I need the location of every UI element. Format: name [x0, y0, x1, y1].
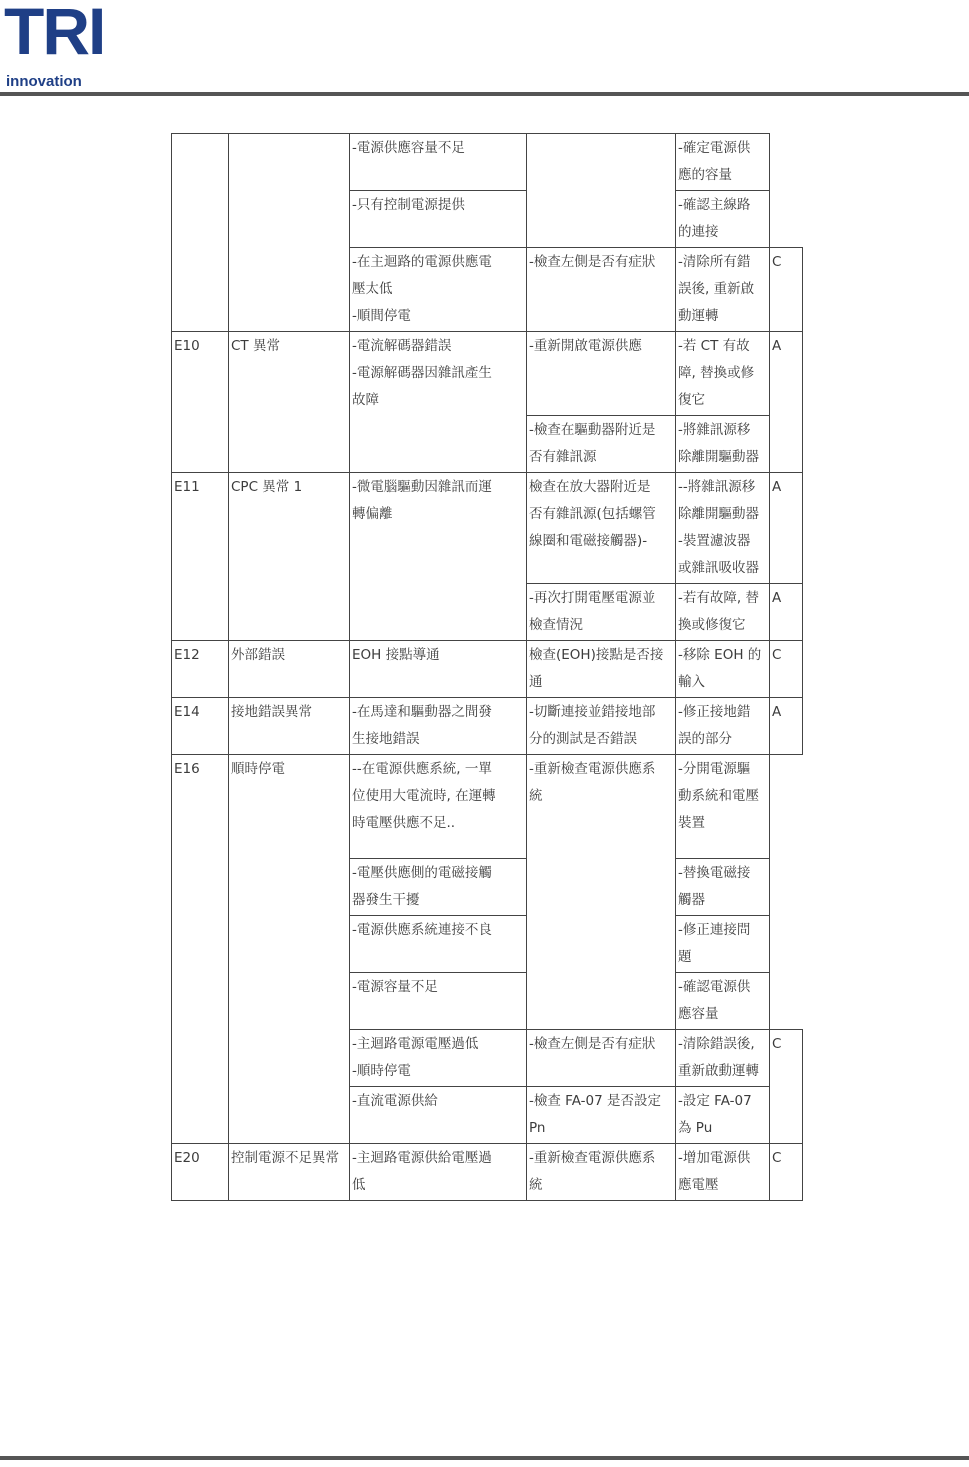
code-cell: E12 [172, 641, 229, 698]
action-cell: -確認主線路 的連接 [676, 191, 770, 248]
level-cell: A [770, 698, 803, 755]
cause-cell: -在馬達和驅動器之間發 生接地錯誤 [350, 698, 527, 755]
header-rule [0, 92, 969, 96]
code-cell: E14 [172, 698, 229, 755]
action-cell: -移除 EOH 的 輸入 [676, 641, 770, 698]
table-row [172, 134, 803, 191]
cause-cell: -主迴路電源供給電壓過 低 [350, 1144, 527, 1201]
check-cell: -檢查左側是否有症狀 [527, 1030, 676, 1087]
error-code-table [171, 133, 803, 1201]
table-row [172, 698, 803, 755]
name-cell [229, 134, 350, 332]
cause-cell: -電流解碼器錯誤 -電源解碼器因雜訊產生 故障 [350, 332, 527, 473]
table-row [172, 641, 803, 698]
check-cell: -檢查在驅動器附近是 否有雜訊源 [527, 416, 676, 473]
table-row [172, 755, 803, 859]
level-cell: A [770, 332, 803, 473]
name-cell: CPC 異常 1 [229, 473, 350, 641]
action-cell: -若 CT 有故 障, 替換或修 復它 [676, 332, 770, 416]
check-cell: -再次打開電壓電源並 檢查情況 [527, 584, 676, 641]
name-cell: 外部錯誤 [229, 641, 350, 698]
action-cell: -將雜訊源移 除離開驅動器 [676, 416, 770, 473]
level-cell: C [770, 641, 803, 698]
level-cell: A [770, 473, 803, 584]
code-cell [172, 134, 229, 332]
check-cell [527, 134, 676, 248]
level-cell: C [770, 248, 803, 332]
check-cell: -切斷連接並錯接地部 分的測試是否錯誤 [527, 698, 676, 755]
code-cell: E10 [172, 332, 229, 473]
cause-cell: -電源供應系統連接不良 [350, 916, 527, 973]
cause-cell: -在主迴路的電源供應電 壓太低 -順間停電 [350, 248, 527, 332]
check-cell: -重新檢查電源供應系 統 [527, 755, 676, 1030]
action-cell: -若有故障, 替 換或修復它 [676, 584, 770, 641]
action-cell: -清除錯誤後, 重新啟動運轉 [676, 1030, 770, 1087]
cause-cell: -微電腦驅動因雜訊而運 轉偏離 [350, 473, 527, 641]
cause-cell: -直流電源供給 [350, 1087, 527, 1144]
level-cell: C [770, 1144, 803, 1201]
code-cell: E16 [172, 755, 229, 1144]
action-cell: -替換電磁接 觸器 [676, 859, 770, 916]
cause-cell: -只有控制電源提供 [350, 191, 527, 248]
name-cell: 接地錯誤異常 [229, 698, 350, 755]
action-cell: -設定 FA-07 為 Pu [676, 1087, 770, 1144]
check-cell: 檢查在放大器附近是 否有雜訊源(包括螺管 線圈和電磁接觸器)- [527, 473, 676, 584]
check-cell: 檢查(EOH)接點是否接 通 [527, 641, 676, 698]
action-cell: -增加電源供 應電壓 [676, 1144, 770, 1201]
code-cell: E20 [172, 1144, 229, 1201]
level-cell: C [770, 1030, 803, 1144]
level-cell [770, 134, 803, 248]
cause-cell: -電源容量不足 [350, 973, 527, 1030]
logo-subtitle: innovation [6, 73, 82, 90]
check-cell: -檢查 FA-07 是否設定 Pn [527, 1087, 676, 1144]
cause-cell: --在電源供應系統, 一單 位使用大電流時, 在運轉 時電壓供應不足.. [350, 755, 527, 859]
action-cell: -清除所有錯 誤後, 重新啟 動運轉 [676, 248, 770, 332]
cause-cell: -電壓供應側的電磁接觸 器發生干擾 [350, 859, 527, 916]
level-cell: A [770, 584, 803, 641]
table-row [172, 1144, 803, 1201]
action-cell: --將雜訊源移 除離開驅動器 -裝置濾波器 或雜訊吸收器 [676, 473, 770, 584]
action-cell: -確認電源供 應容量 [676, 973, 770, 1030]
action-cell: -確定電源供 應的容量 [676, 134, 770, 191]
footer-rule [0, 1456, 969, 1460]
check-cell: -重新檢查電源供應系 統 [527, 1144, 676, 1201]
name-cell: 控制電源不足異常 [229, 1144, 350, 1201]
cause-cell: -主迴路電源電壓過低 -順時停電 [350, 1030, 527, 1087]
table-row [172, 332, 803, 416]
check-cell: -重新開啟電源供應 [527, 332, 676, 416]
action-cell: -修正連接問 題 [676, 916, 770, 973]
cause-cell: -電源供應容量不足 [350, 134, 527, 191]
code-cell: E11 [172, 473, 229, 641]
check-cell: -檢查左側是否有症狀 [527, 248, 676, 332]
company-logo [4, 0, 120, 90]
cause-cell: EOH 接點導通 [350, 641, 527, 698]
action-cell: -分開電源驅 動系統和電壓 裝置 [676, 755, 770, 859]
action-cell: -修正接地錯 誤的部分 [676, 698, 770, 755]
name-cell: CT 異常 [229, 332, 350, 473]
level-cell [770, 755, 803, 1030]
logo-wordmark: TRI [4, 0, 105, 68]
table-row [172, 473, 803, 584]
name-cell: 順時停電 [229, 755, 350, 1144]
